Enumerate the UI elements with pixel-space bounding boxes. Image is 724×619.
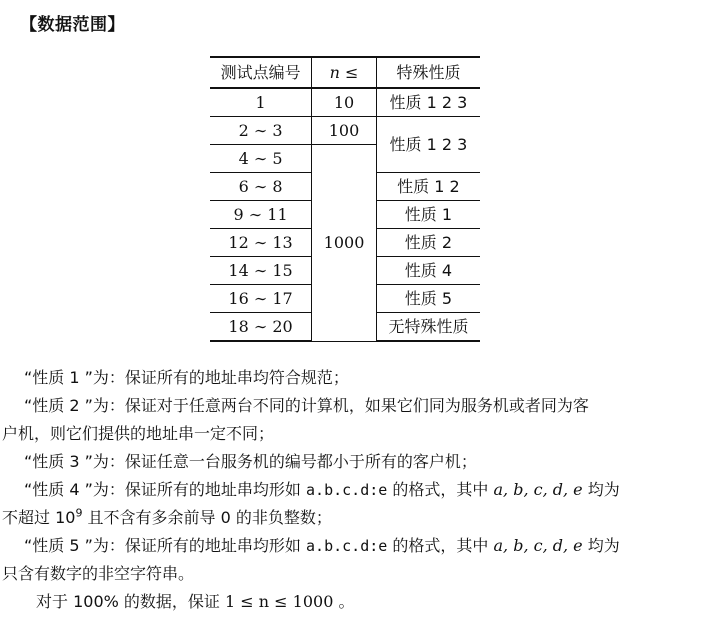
- note-text: 不超过 10: [2, 508, 76, 527]
- cell-property: 性质 1 2: [376, 173, 480, 201]
- cell-test-id: 6 ∼ 8: [210, 173, 312, 201]
- address-format-code: a.b.c.d:e: [306, 481, 388, 499]
- header-n-op: ≤: [339, 62, 359, 82]
- note-text: 均为: [582, 480, 620, 499]
- cell-test-id: 4 ∼ 5: [210, 145, 312, 173]
- cell-n-max: 1000: [312, 145, 377, 342]
- cell-property: 性质 1 2 3: [376, 117, 480, 173]
- table-row: [210, 88, 480, 117]
- note-property-4-line-2: [0, 504, 724, 532]
- data-range-table: [210, 56, 480, 342]
- note-property-5-line-2: 只含有数字的非空字符串。: [2, 564, 195, 583]
- cell-property: 性质 1: [376, 201, 480, 229]
- property-notes: [0, 364, 724, 616]
- cell-test-id: 14 ∼ 15: [210, 257, 312, 285]
- note-text: 均为: [582, 536, 620, 555]
- math-variables: a, b, c, d, e: [493, 536, 583, 555]
- table-header-row: [210, 57, 480, 88]
- note-text: “性质 5 ”为：保证所有的地址串均形如: [24, 536, 307, 555]
- cell-test-id: 2 ∼ 3: [210, 117, 312, 145]
- note-property-5-line-1: [0, 532, 724, 560]
- math-variables: a, b, c, d, e: [493, 480, 583, 499]
- note-text: 且不含有多余前导 0 的非负整数；: [82, 508, 332, 527]
- note-property-4-line-1: [0, 476, 724, 504]
- note-text: 的格式，其中: [387, 480, 494, 499]
- note-text: 。: [333, 592, 355, 611]
- cell-n-max: 10: [312, 88, 377, 117]
- note-property-3: “性质 3 ”为：保证任意一台服务机的编号都小于所有的客户机；: [24, 452, 477, 471]
- header-special-property: 特殊性质: [376, 57, 480, 88]
- note-property-2-line-1: “性质 2 ”为：保证对于任意两台不同的计算机，如果它们同为服务机或者同为客: [24, 396, 589, 415]
- note-text: “性质 4 ”为：保证所有的地址串均形如: [24, 480, 307, 499]
- cell-property: 性质 2: [376, 229, 480, 257]
- table-row: [210, 117, 480, 145]
- cell-property: 无特殊性质: [376, 313, 480, 342]
- header-n: [312, 57, 377, 88]
- cell-test-id: 12 ∼ 13: [210, 229, 312, 257]
- address-format-code: a.b.c.d:e: [306, 537, 388, 555]
- note-text: 的格式，其中: [387, 536, 494, 555]
- cell-property: 性质 1 2 3: [376, 88, 480, 117]
- note-property-2-line-2: 户机，则它们提供的地址串一定不同；: [2, 424, 275, 443]
- note-overall-constraint: [0, 588, 724, 616]
- cell-property: 性质 4: [376, 257, 480, 285]
- cell-property: 性质 5: [376, 285, 480, 313]
- section-title: 【数据范围】: [20, 15, 125, 35]
- cell-test-id: 1: [210, 88, 312, 117]
- math-constraint: 1 ≤ n ≤ 1000: [225, 592, 334, 611]
- note-text: 对于 100% 的数据，保证: [36, 592, 226, 611]
- exponent: 9: [75, 506, 83, 520]
- cell-test-id: 16 ∼ 17: [210, 285, 312, 313]
- header-test-id: 测试点编号: [210, 57, 312, 88]
- cell-test-id: 18 ∼ 20: [210, 313, 312, 342]
- header-n-var: n: [329, 62, 340, 82]
- cell-test-id: 9 ∼ 11: [210, 201, 312, 229]
- note-property-1: “性质 1 ”为：保证所有的地址串均符合规范；: [24, 368, 349, 387]
- cell-n-max: 100: [312, 117, 377, 145]
